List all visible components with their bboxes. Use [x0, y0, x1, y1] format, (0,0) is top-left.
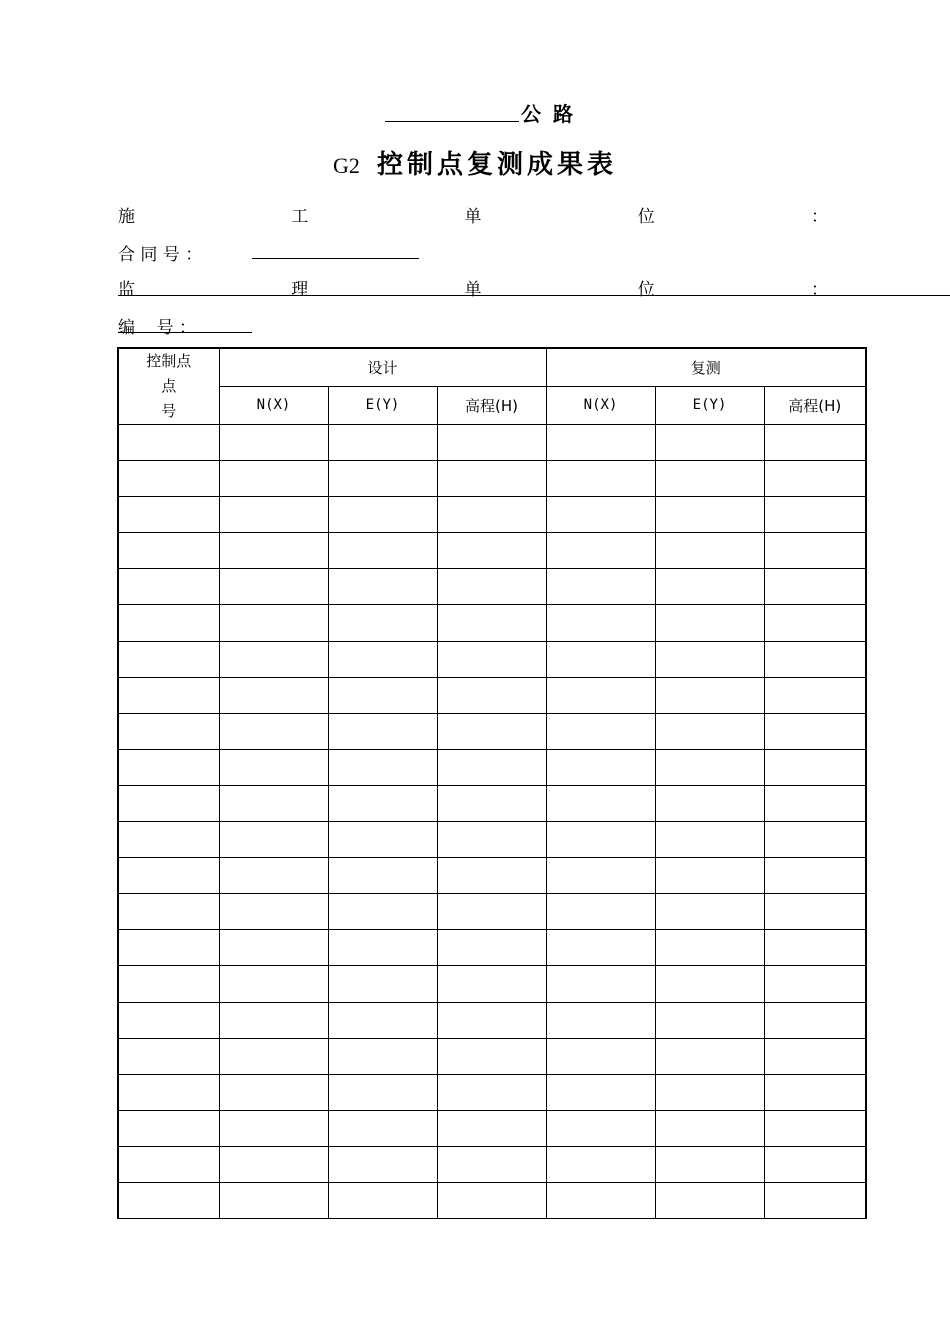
resurvey-e-cell[interactable]	[655, 1002, 764, 1038]
design-n-cell[interactable]	[219, 569, 328, 605]
construction-unit-colon: ：	[811, 207, 828, 227]
design-n-cell[interactable]	[219, 461, 328, 497]
construction-unit-char: 工	[291, 207, 309, 227]
resurvey-n-cell[interactable]	[546, 425, 655, 461]
design-h-cell[interactable]	[437, 605, 546, 641]
table-row	[118, 966, 866, 1002]
resurvey-e-cell[interactable]	[655, 533, 764, 569]
table-row	[118, 569, 866, 605]
design-e-cell[interactable]	[328, 677, 437, 713]
design-h-cell[interactable]	[437, 858, 546, 894]
design-e-cell[interactable]	[328, 533, 437, 569]
design-n-cell[interactable]	[219, 605, 328, 641]
resurvey-h-cell[interactable]	[764, 966, 866, 1002]
point-header-line1: 控制点	[146, 352, 192, 370]
resurvey-n-cell[interactable]	[546, 641, 655, 677]
resurvey-h-cell[interactable]	[764, 822, 866, 858]
resurvey-n-cell[interactable]	[546, 569, 655, 605]
resurvey-n-cell[interactable]	[546, 1002, 655, 1038]
resurvey-e-cell[interactable]	[655, 461, 764, 497]
contract-no-label: 合 同 号 ：	[118, 245, 203, 265]
road-name-blank[interactable]	[385, 121, 519, 122]
resurvey-n-cell[interactable]	[546, 1182, 655, 1218]
resurvey-e-cell[interactable]	[655, 569, 764, 605]
resurvey-n-cell[interactable]	[546, 713, 655, 749]
resurvey-e-cell[interactable]	[655, 894, 764, 930]
point-number-cell[interactable]	[118, 425, 219, 461]
point-number-cell[interactable]	[118, 749, 219, 785]
design-n-cell[interactable]	[219, 930, 328, 966]
resurvey-group-header: 复测	[546, 348, 866, 386]
resurvey-n-cell[interactable]	[546, 497, 655, 533]
resurvey-h-cell[interactable]	[764, 749, 866, 785]
point-number-cell[interactable]	[118, 1074, 219, 1110]
resurvey-h-cell[interactable]	[764, 605, 866, 641]
design-n-cell[interactable]	[219, 497, 328, 533]
resurvey-n-cell[interactable]	[546, 930, 655, 966]
point-number-cell[interactable]	[118, 641, 219, 677]
design-n-cell[interactable]	[219, 713, 328, 749]
table-row	[118, 425, 866, 461]
contract-no-blank[interactable]	[252, 258, 419, 259]
design-e-cell[interactable]	[328, 425, 437, 461]
road-name-line	[385, 98, 645, 124]
design-h-cell[interactable]	[437, 425, 546, 461]
design-n-cell[interactable]	[219, 425, 328, 461]
table-row	[118, 822, 866, 858]
resurvey-h-cell[interactable]	[764, 930, 866, 966]
design-e-cell[interactable]	[328, 1182, 437, 1218]
resurvey-e-header: E(Y)	[655, 386, 764, 424]
resurvey-e-cell[interactable]	[655, 1110, 764, 1146]
resurvey-n-cell[interactable]	[546, 1038, 655, 1074]
design-h-cell[interactable]	[437, 966, 546, 1002]
construction-unit-char: 位	[637, 207, 655, 227]
point-number-cell[interactable]	[118, 894, 219, 930]
design-e-cell[interactable]	[328, 749, 437, 785]
form-code: G2	[333, 153, 360, 178]
design-n-cell[interactable]	[219, 858, 328, 894]
design-n-cell[interactable]	[219, 749, 328, 785]
design-e-cell[interactable]	[328, 785, 437, 821]
table-row	[118, 641, 866, 677]
supervision-unit-char: 单	[464, 280, 482, 300]
resurvey-e-cell[interactable]	[655, 1146, 764, 1182]
point-number-cell[interactable]	[118, 605, 219, 641]
design-n-cell[interactable]	[219, 1182, 328, 1218]
point-number-cell[interactable]	[118, 1038, 219, 1074]
point-number-cell[interactable]	[118, 461, 219, 497]
resurvey-e-cell[interactable]	[655, 1038, 764, 1074]
resurvey-h-cell[interactable]	[764, 497, 866, 533]
point-number-cell[interactable]	[118, 785, 219, 821]
resurvey-h-cell[interactable]	[764, 533, 866, 569]
design-e-cell[interactable]	[328, 641, 437, 677]
design-e-cell[interactable]	[328, 569, 437, 605]
table-row	[118, 749, 866, 785]
point-header-line2: 点号	[161, 377, 203, 420]
resurvey-e-cell[interactable]	[655, 1182, 764, 1218]
resurvey-n-cell[interactable]	[546, 461, 655, 497]
resurvey-h-cell[interactable]	[764, 569, 866, 605]
design-h-cell[interactable]	[437, 641, 546, 677]
resurvey-e-cell[interactable]	[655, 497, 764, 533]
table-row	[118, 1110, 866, 1146]
resurvey-n-header: N(X)	[546, 386, 655, 424]
point-number-header	[118, 348, 219, 425]
resurvey-e-cell[interactable]	[655, 713, 764, 749]
resurvey-h-cell[interactable]	[764, 1038, 866, 1074]
point-number-cell[interactable]	[118, 1110, 219, 1146]
design-h-cell[interactable]	[437, 497, 546, 533]
design-e-cell[interactable]	[328, 1074, 437, 1110]
table-row	[118, 1038, 866, 1074]
design-e-cell[interactable]	[328, 930, 437, 966]
design-e-cell[interactable]	[328, 858, 437, 894]
point-number-cell[interactable]	[118, 497, 219, 533]
design-e-cell[interactable]	[328, 822, 437, 858]
table-row	[118, 858, 866, 894]
design-group-header: 设计	[219, 348, 546, 386]
resurvey-e-cell[interactable]	[655, 858, 764, 894]
resurvey-n-cell[interactable]	[546, 1110, 655, 1146]
resurvey-h-cell[interactable]	[764, 1110, 866, 1146]
point-number-cell[interactable]	[118, 713, 219, 749]
resurvey-n-cell[interactable]	[546, 858, 655, 894]
design-h-cell[interactable]	[437, 1182, 546, 1218]
table-row	[118, 1146, 866, 1182]
control-point-table	[117, 347, 867, 1219]
resurvey-n-cell[interactable]	[546, 533, 655, 569]
resurvey-e-cell[interactable]	[655, 425, 764, 461]
point-number-cell[interactable]	[118, 822, 219, 858]
number-label: 编 号 ：	[118, 318, 197, 338]
design-h-cell[interactable]	[437, 1074, 546, 1110]
point-number-cell[interactable]	[118, 677, 219, 713]
design-n-cell[interactable]	[219, 641, 328, 677]
resurvey-n-cell[interactable]	[546, 1074, 655, 1110]
resurvey-n-cell[interactable]	[546, 677, 655, 713]
design-e-cell[interactable]	[328, 497, 437, 533]
road-suffix: 公路	[521, 102, 585, 126]
point-number-cell[interactable]	[118, 930, 219, 966]
design-n-cell[interactable]	[219, 894, 328, 930]
resurvey-h-cell[interactable]	[764, 1074, 866, 1110]
table-row	[118, 1002, 866, 1038]
resurvey-h-cell[interactable]	[764, 894, 866, 930]
resurvey-h-cell[interactable]	[764, 461, 866, 497]
design-e-cell[interactable]	[328, 1002, 437, 1038]
design-e-header: E(Y)	[328, 386, 437, 424]
supervision-unit-colon: ：	[811, 280, 828, 300]
design-h-cell[interactable]	[437, 1110, 546, 1146]
table-row	[118, 785, 866, 821]
resurvey-e-cell[interactable]	[655, 677, 764, 713]
design-e-cell[interactable]	[328, 1146, 437, 1182]
resurvey-h-cell[interactable]	[764, 858, 866, 894]
resurvey-h-cell[interactable]	[764, 1182, 866, 1218]
construction-unit-char: 施	[118, 207, 135, 227]
design-n-cell[interactable]	[219, 1074, 328, 1110]
point-number-cell[interactable]	[118, 533, 219, 569]
design-h-cell[interactable]	[437, 569, 546, 605]
resurvey-n-cell[interactable]	[546, 785, 655, 821]
design-h-cell[interactable]	[437, 461, 546, 497]
table-row	[118, 605, 866, 641]
design-n-cell[interactable]	[219, 533, 328, 569]
design-n-header: N(X)	[219, 386, 328, 424]
table-body	[118, 425, 866, 1219]
resurvey-n-cell[interactable]	[546, 749, 655, 785]
resurvey-e-cell[interactable]	[655, 641, 764, 677]
design-n-cell[interactable]	[219, 1002, 328, 1038]
design-h-cell[interactable]	[437, 785, 546, 821]
resurvey-h-cell[interactable]	[764, 677, 866, 713]
table-row	[118, 533, 866, 569]
design-n-cell[interactable]	[219, 966, 328, 1002]
design-n-cell[interactable]	[219, 677, 328, 713]
design-h-header: 高程(H)	[437, 386, 546, 424]
resurvey-e-cell[interactable]	[655, 749, 764, 785]
point-number-cell[interactable]	[118, 858, 219, 894]
resurvey-n-cell[interactable]	[546, 605, 655, 641]
table-row	[118, 677, 866, 713]
resurvey-n-cell[interactable]	[546, 822, 655, 858]
supervision-unit-char: 位	[637, 280, 655, 300]
design-h-cell[interactable]	[437, 930, 546, 966]
table-row	[118, 497, 866, 533]
point-number-cell[interactable]	[118, 1182, 219, 1218]
resurvey-e-cell[interactable]	[655, 822, 764, 858]
resurvey-h-cell[interactable]	[764, 1002, 866, 1038]
resurvey-h-cell[interactable]	[764, 425, 866, 461]
design-e-cell[interactable]	[328, 461, 437, 497]
design-e-cell[interactable]	[328, 1110, 437, 1146]
design-h-cell[interactable]	[437, 713, 546, 749]
resurvey-e-cell[interactable]	[655, 1074, 764, 1110]
resurvey-e-cell[interactable]	[655, 930, 764, 966]
design-h-cell[interactable]	[437, 749, 546, 785]
construction-unit-char: 单	[464, 207, 482, 227]
design-h-cell[interactable]	[437, 533, 546, 569]
design-h-cell[interactable]	[437, 1146, 546, 1182]
supervision-unit-char: 监	[118, 280, 135, 300]
resurvey-h-cell[interactable]	[764, 641, 866, 677]
point-number-cell[interactable]	[118, 1002, 219, 1038]
table-row	[118, 930, 866, 966]
resurvey-e-cell[interactable]	[655, 605, 764, 641]
design-h-cell[interactable]	[437, 822, 546, 858]
table-row	[118, 1074, 866, 1110]
number-underline	[118, 332, 252, 333]
design-h-cell[interactable]	[437, 677, 546, 713]
resurvey-h-cell[interactable]	[764, 785, 866, 821]
design-h-cell[interactable]	[437, 894, 546, 930]
design-h-cell[interactable]	[437, 1038, 546, 1074]
resurvey-n-cell[interactable]	[546, 894, 655, 930]
resurvey-h-cell[interactable]	[764, 1146, 866, 1182]
resurvey-e-cell[interactable]	[655, 966, 764, 1002]
resurvey-n-cell[interactable]	[546, 966, 655, 1002]
design-e-cell[interactable]	[328, 894, 437, 930]
design-n-cell[interactable]	[219, 1110, 328, 1146]
resurvey-n-cell[interactable]	[546, 1146, 655, 1182]
construction-unit-field[interactable]	[118, 202, 828, 226]
design-h-cell[interactable]	[437, 1002, 546, 1038]
resurvey-e-cell[interactable]	[655, 785, 764, 821]
point-number-cell[interactable]	[118, 569, 219, 605]
form-title: 控制点复测成果表	[376, 150, 617, 180]
design-n-cell[interactable]	[219, 822, 328, 858]
design-e-cell[interactable]	[328, 605, 437, 641]
design-e-cell[interactable]	[328, 1038, 437, 1074]
supervision-unit-underline	[118, 295, 950, 296]
design-n-cell[interactable]	[219, 1038, 328, 1074]
resurvey-h-cell[interactable]	[764, 713, 866, 749]
design-e-cell[interactable]	[328, 966, 437, 1002]
supervision-unit-char: 理	[291, 280, 309, 300]
table-row	[118, 713, 866, 749]
resurvey-h-header: 高程(H)	[764, 386, 866, 424]
design-n-cell[interactable]	[219, 785, 328, 821]
point-number-cell[interactable]	[118, 966, 219, 1002]
design-n-cell[interactable]	[219, 1146, 328, 1182]
table-row	[118, 1182, 866, 1218]
point-number-cell[interactable]	[118, 1146, 219, 1182]
table-row	[118, 461, 866, 497]
page-title	[0, 144, 950, 181]
design-e-cell[interactable]	[328, 713, 437, 749]
table-row	[118, 894, 866, 930]
